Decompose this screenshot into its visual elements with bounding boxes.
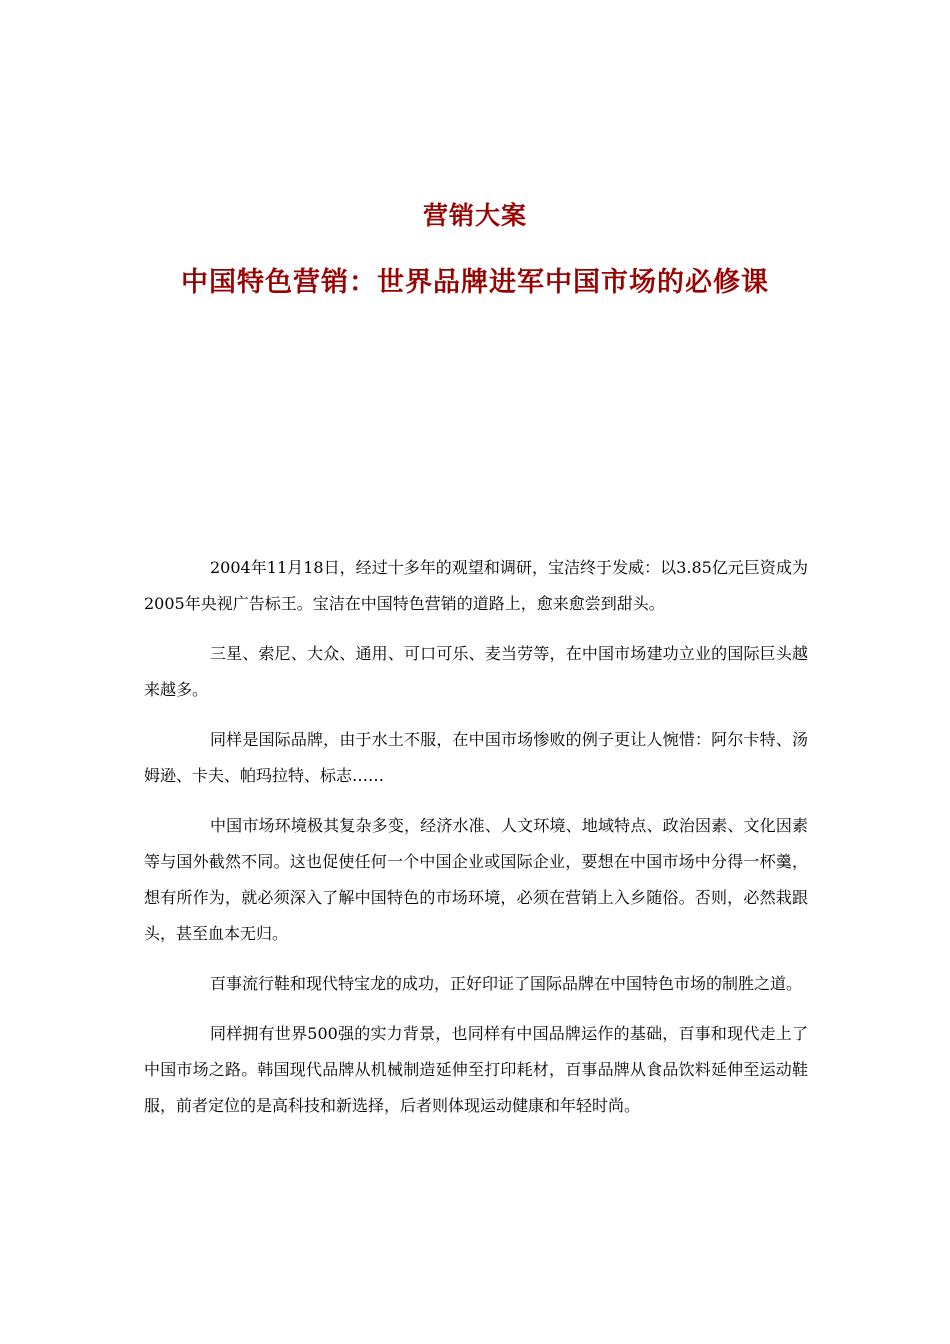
- paragraph-6: 同样拥有世界500强的实力背景，也同样有中国品牌运作的基础，百事和现代走上了中国市场之路。韩国现代品牌从机械制造延伸至打印耗材，百事品牌从食品饮料延伸至运动鞋服，前者定位的是高科技和新选择，后者则体现运动健康和年轻时尚。: [144, 1024, 808, 1115]
- document-body: [144, 550, 808, 1138]
- paragraph-1: 2004年11月18日，经过十多年的观望和调研，宝洁终于发威：以3.85亿元巨资成为2005年央视广告标王。宝洁在中国特色营销的道路上，愈来愈尝到甜头。: [144, 558, 808, 613]
- paragraph-5: 百事流行鞋和现代特宝龙的成功，正好印证了国际品牌在中国特色市场的制胜之道。: [210, 974, 803, 993]
- paragraph-3: 同样是国际品牌，由于水土不服，在中国市场惨败的例子更让人惋惜：阿尔卡特、汤姆逊、卡夫、帕玛拉特、标志……: [144, 730, 808, 785]
- paragraph-2: 三星、索尼、大众、通用、可口可乐、麦当劳等，在中国市场建功立业的国际巨头越来越多。: [144, 644, 808, 699]
- paragraph-4: 中国市场环境极其复杂多变，经济水准、人文环境、地域特点、政治因素、文化因素等与国外截然不同。这也促使任何一个中国企业或国际企业，要想在中国市场中分得一杯羹，想有所作为，就必须深入了解中国特色的市场环境，必须在营销上入乡随俗。否则，必然栽跟头，甚至血本无归。: [144, 816, 808, 943]
- document-subtitle: 中国特色营销：世界品牌进军中国市场的必修课: [181, 267, 769, 298]
- document-title: 营销大案: [422, 201, 527, 230]
